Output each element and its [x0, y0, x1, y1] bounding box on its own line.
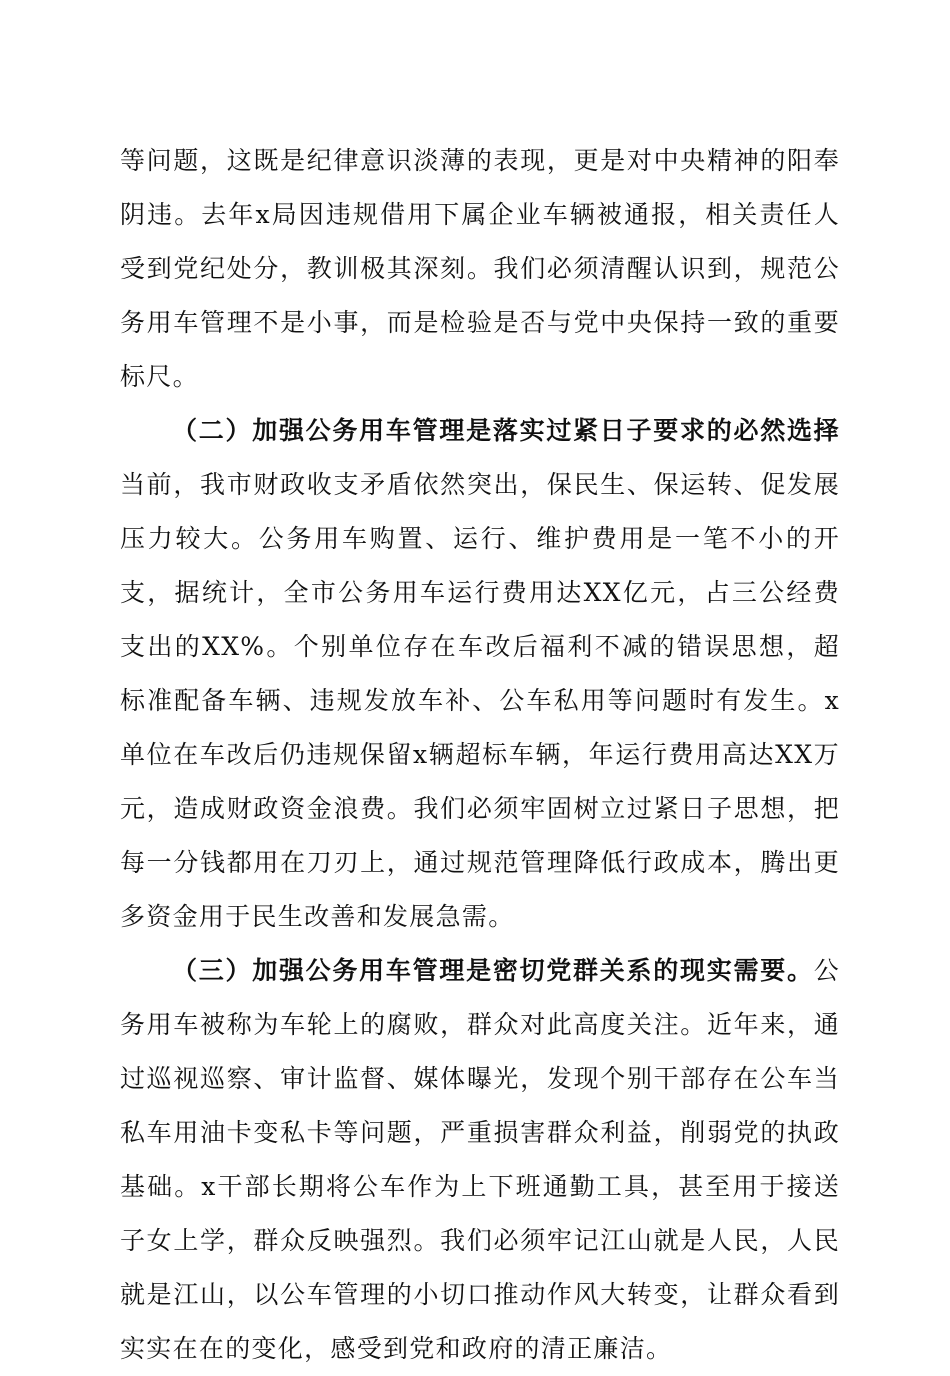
paragraph-1-text: 等问题，这既是纪律意识淡薄的表现，更是对中央精神的阳奉阴违。去年x局因违规借用下属企业车辆被通报，相关责任人受到党纪处分，教训极其深刻。我们必须清醒认识到，规范公务用车管理不是小事，而是检验是否与党中央保持一致的重要标尺。	[120, 146, 840, 391]
paragraph-2-text: 当前，我市财政收支矛盾依然突出，保民生、保运转、促发展压力较大。公务用车购置、运行、维护费用是一笔不小的开支，据统计，全市公务用车运行费用达XX亿元，占三公经费支出的XX%。个别单位存在车改后福利不减的错误思想，超标准配备车辆、违规发放车补、公车私用等问题时有发生。x单位在车改后仍违规保留x辆超标车辆，年运行费用高达XX万元，造成财政资金浪费。我们必须牢固树立过紧日子思想，把每一分钱都用在刀刃上，通过规范管理降低行政成本，腾出更多资金用于民生改善和发展急需。	[120, 470, 840, 931]
paragraph-3	[120, 944, 840, 1376]
paragraph-2	[120, 404, 840, 944]
document-body	[120, 134, 840, 1376]
paragraph-1	[120, 134, 840, 404]
paragraph-3-text: 公务用车被称为车轮上的腐败，群众对此高度关注。近年来，通过巡视巡察、审计监督、媒体曝光，发现个别干部存在公车当私车用油卡变私卡等问题，严重损害群众利益，削弱党的执政基础。x干部长期将公车作为上下班通勤工具，甚至用于接送子女上学，群众反映强烈。我们必须牢记江山就是人民，人民就是江山，以公车管理的小切口推动作风大转变，让群众看到实实在在的变化，感受到党和政府的清正廉洁。	[120, 956, 840, 1363]
section-heading-2: （二）加强公务用车管理是落实过紧日子要求的必然选择	[172, 416, 840, 445]
section-heading-3: （三）加强公务用车管理是密切党群关系的现实需要。	[172, 956, 814, 985]
